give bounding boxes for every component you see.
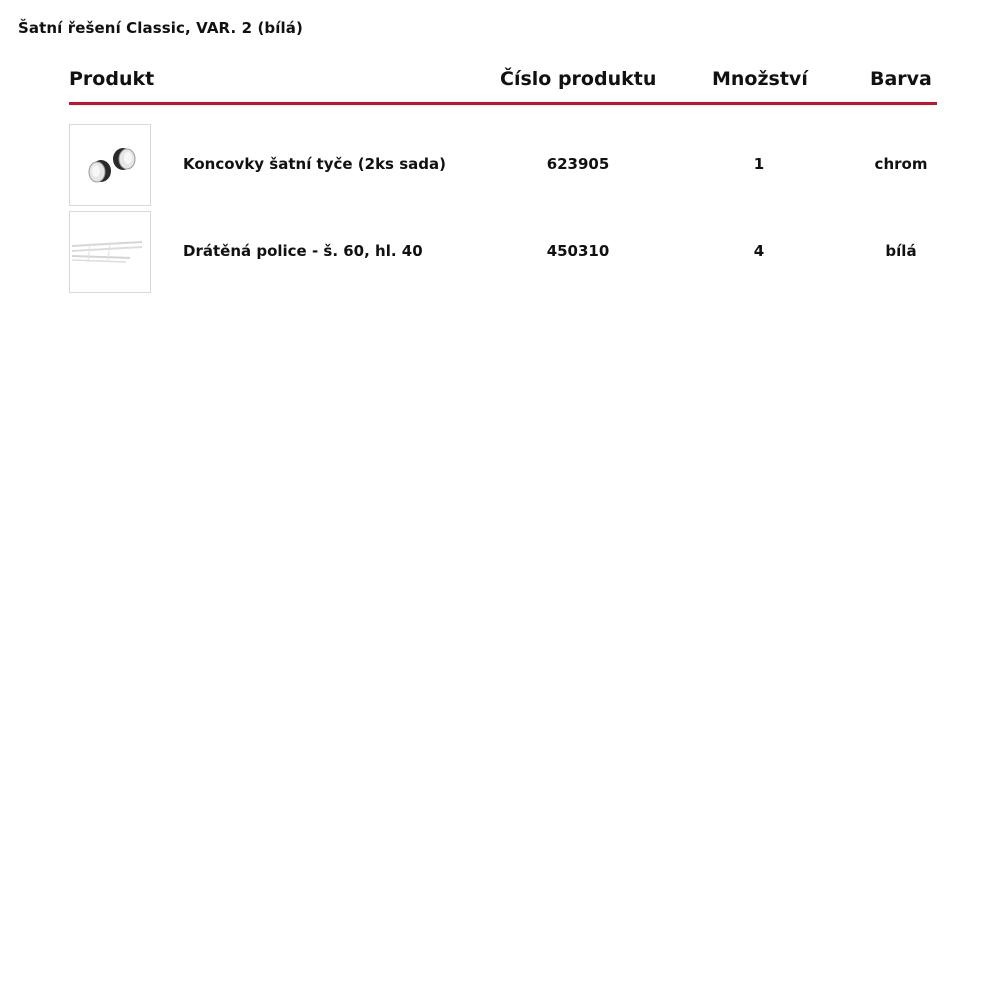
product-table	[69, 64, 937, 260]
product-number: 623905	[546, 155, 610, 173]
wire-shelf-image[interactable]	[69, 211, 151, 293]
product-quantity: 1	[753, 155, 765, 173]
header-quantity: Množství	[712, 68, 808, 90]
header-color: Barva	[870, 68, 932, 90]
table-row	[69, 211, 937, 293]
rod-end-caps-image[interactable]	[69, 124, 151, 206]
product-name[interactable]: Drátěná police - š. 60, hl. 40	[183, 242, 423, 260]
table-row	[69, 124, 937, 206]
product-color: chrom	[874, 155, 928, 173]
product-name[interactable]: Koncovky šatní tyče (2ks sada)	[183, 155, 446, 173]
product-quantity: 4	[753, 242, 765, 260]
product-color: bílá	[885, 242, 917, 260]
header-product: Produkt	[69, 68, 155, 90]
product-number: 450310	[546, 242, 610, 260]
header-product-number: Číslo produktu	[500, 68, 657, 90]
table-header	[69, 64, 937, 105]
page-title: Šatní řešení Classic, VAR. 2 (bílá)	[18, 19, 303, 37]
